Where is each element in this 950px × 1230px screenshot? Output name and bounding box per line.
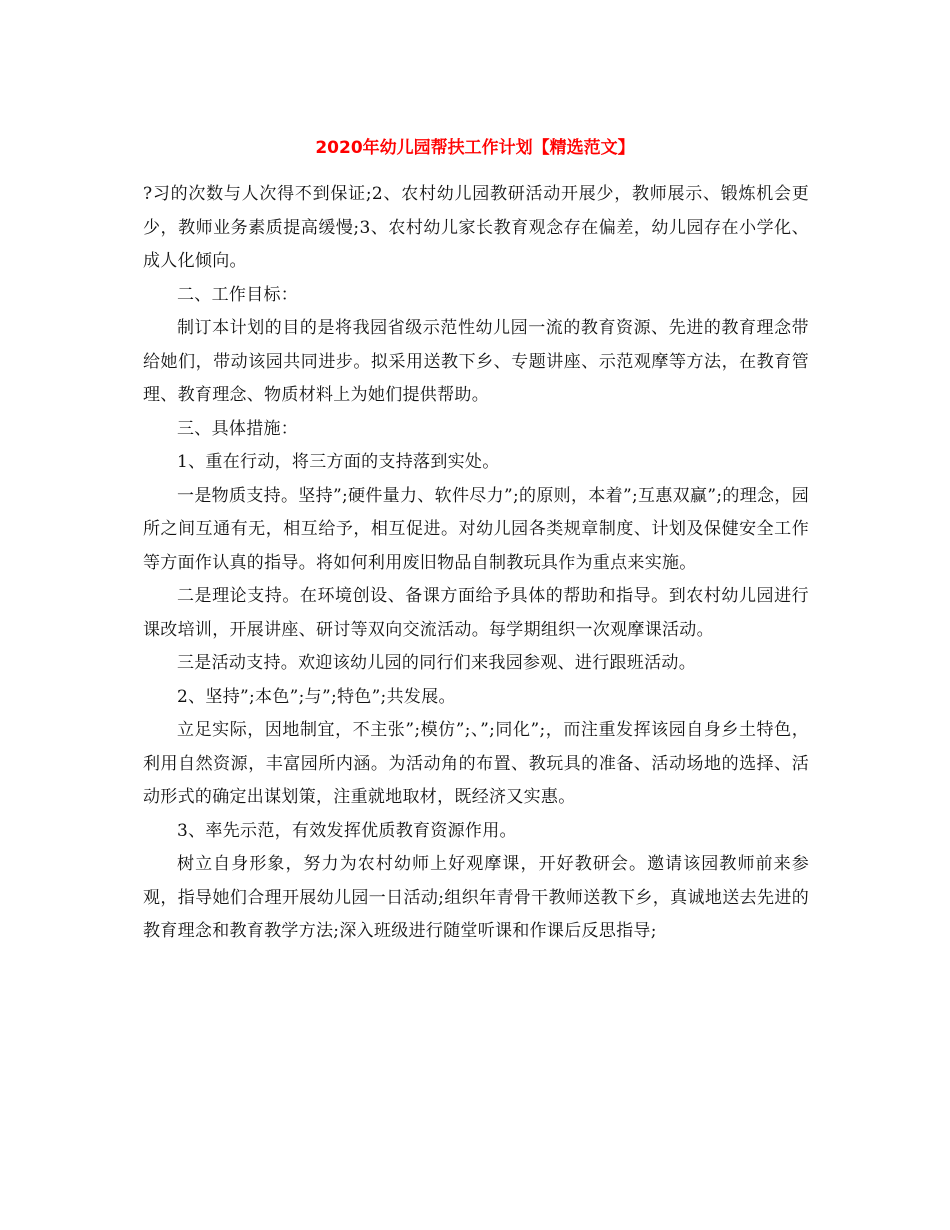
- paragraph: 二是理论支持。在环境创设、备课方面给予具体的帮助和指导。到农村幼儿园进行课改培训，开展讲座、研讨等双向交流活动。每学期组织一次观摩课活动。: [143, 586, 809, 640]
- subheading: 2、坚持”;本色”;与”;特色”;共发展。: [177, 686, 456, 707]
- subheading: 3、率先示范，有效发挥优质教育资源作用。: [177, 820, 517, 841]
- section-heading-measures: 三、具体措施：: [177, 418, 299, 439]
- paragraph: 制订本计划的目的是将我园省级示范性幼儿园一流的教育资源、先进的教育理念带给她们，带动该园共同进步。拟采用送教下乡、专题讲座、示范观摩等方法，在教育管理、教育理念、物质材料上为她们提供帮助。: [143, 318, 809, 405]
- paragraph: ?习的次数与人次得不到保证;2、农村幼儿园教研活动开展少，教师展示、锻炼机会更少，教师业务素质提高缓慢;3、农村幼儿家长教育观念存在偏差，幼儿园存在小学化、成人化倾向。: [143, 184, 809, 271]
- paragraph: 三是活动支持。欢迎该幼儿园的同行们来我园参观、进行跟班活动。: [177, 653, 696, 673]
- document-body: [143, 178, 809, 949]
- paragraph: 立足实际，因地制宜，不主张”;模仿”;、”;同化”;，而注重发挥该园自身乡土特色，利用自然资源，丰富园所内涵。为活动角的布置、教玩具的准备、活动场地的选择、活动形式的确定出谋划策，注重就地取材，既经济又实惠。: [143, 720, 809, 807]
- section-heading-goals: 二、工作目标：: [177, 284, 299, 305]
- paragraph: 树立自身形象，努力为农村幼师上好观摩课，开好教研会。邀请该园教师前来参观，指导她们合理开展幼儿园一日活动;组织年青骨干教师送教下乡，真诚地送去先进的教育理念和教育教学方法;深入班级进行随堂听课和作课后反思指导;: [143, 854, 809, 941]
- subheading: 1、重在行动，将三方面的支持落到实处。: [177, 452, 500, 472]
- paragraph: 一是物质支持。坚持”;硬件量力、软件尽力”;的原则，本着”;互惠双赢”;的理念，园所之间互通有无，相互给予，相互促进。对幼儿园各类规章制度、计划及保健安全工作等方面作认真的指导。将如何利用废旧物品自制教玩具作为重点来实施。: [143, 485, 809, 573]
- document-title: 2020年幼儿园帮扶工作计划【精选范文】: [315, 138, 635, 158]
